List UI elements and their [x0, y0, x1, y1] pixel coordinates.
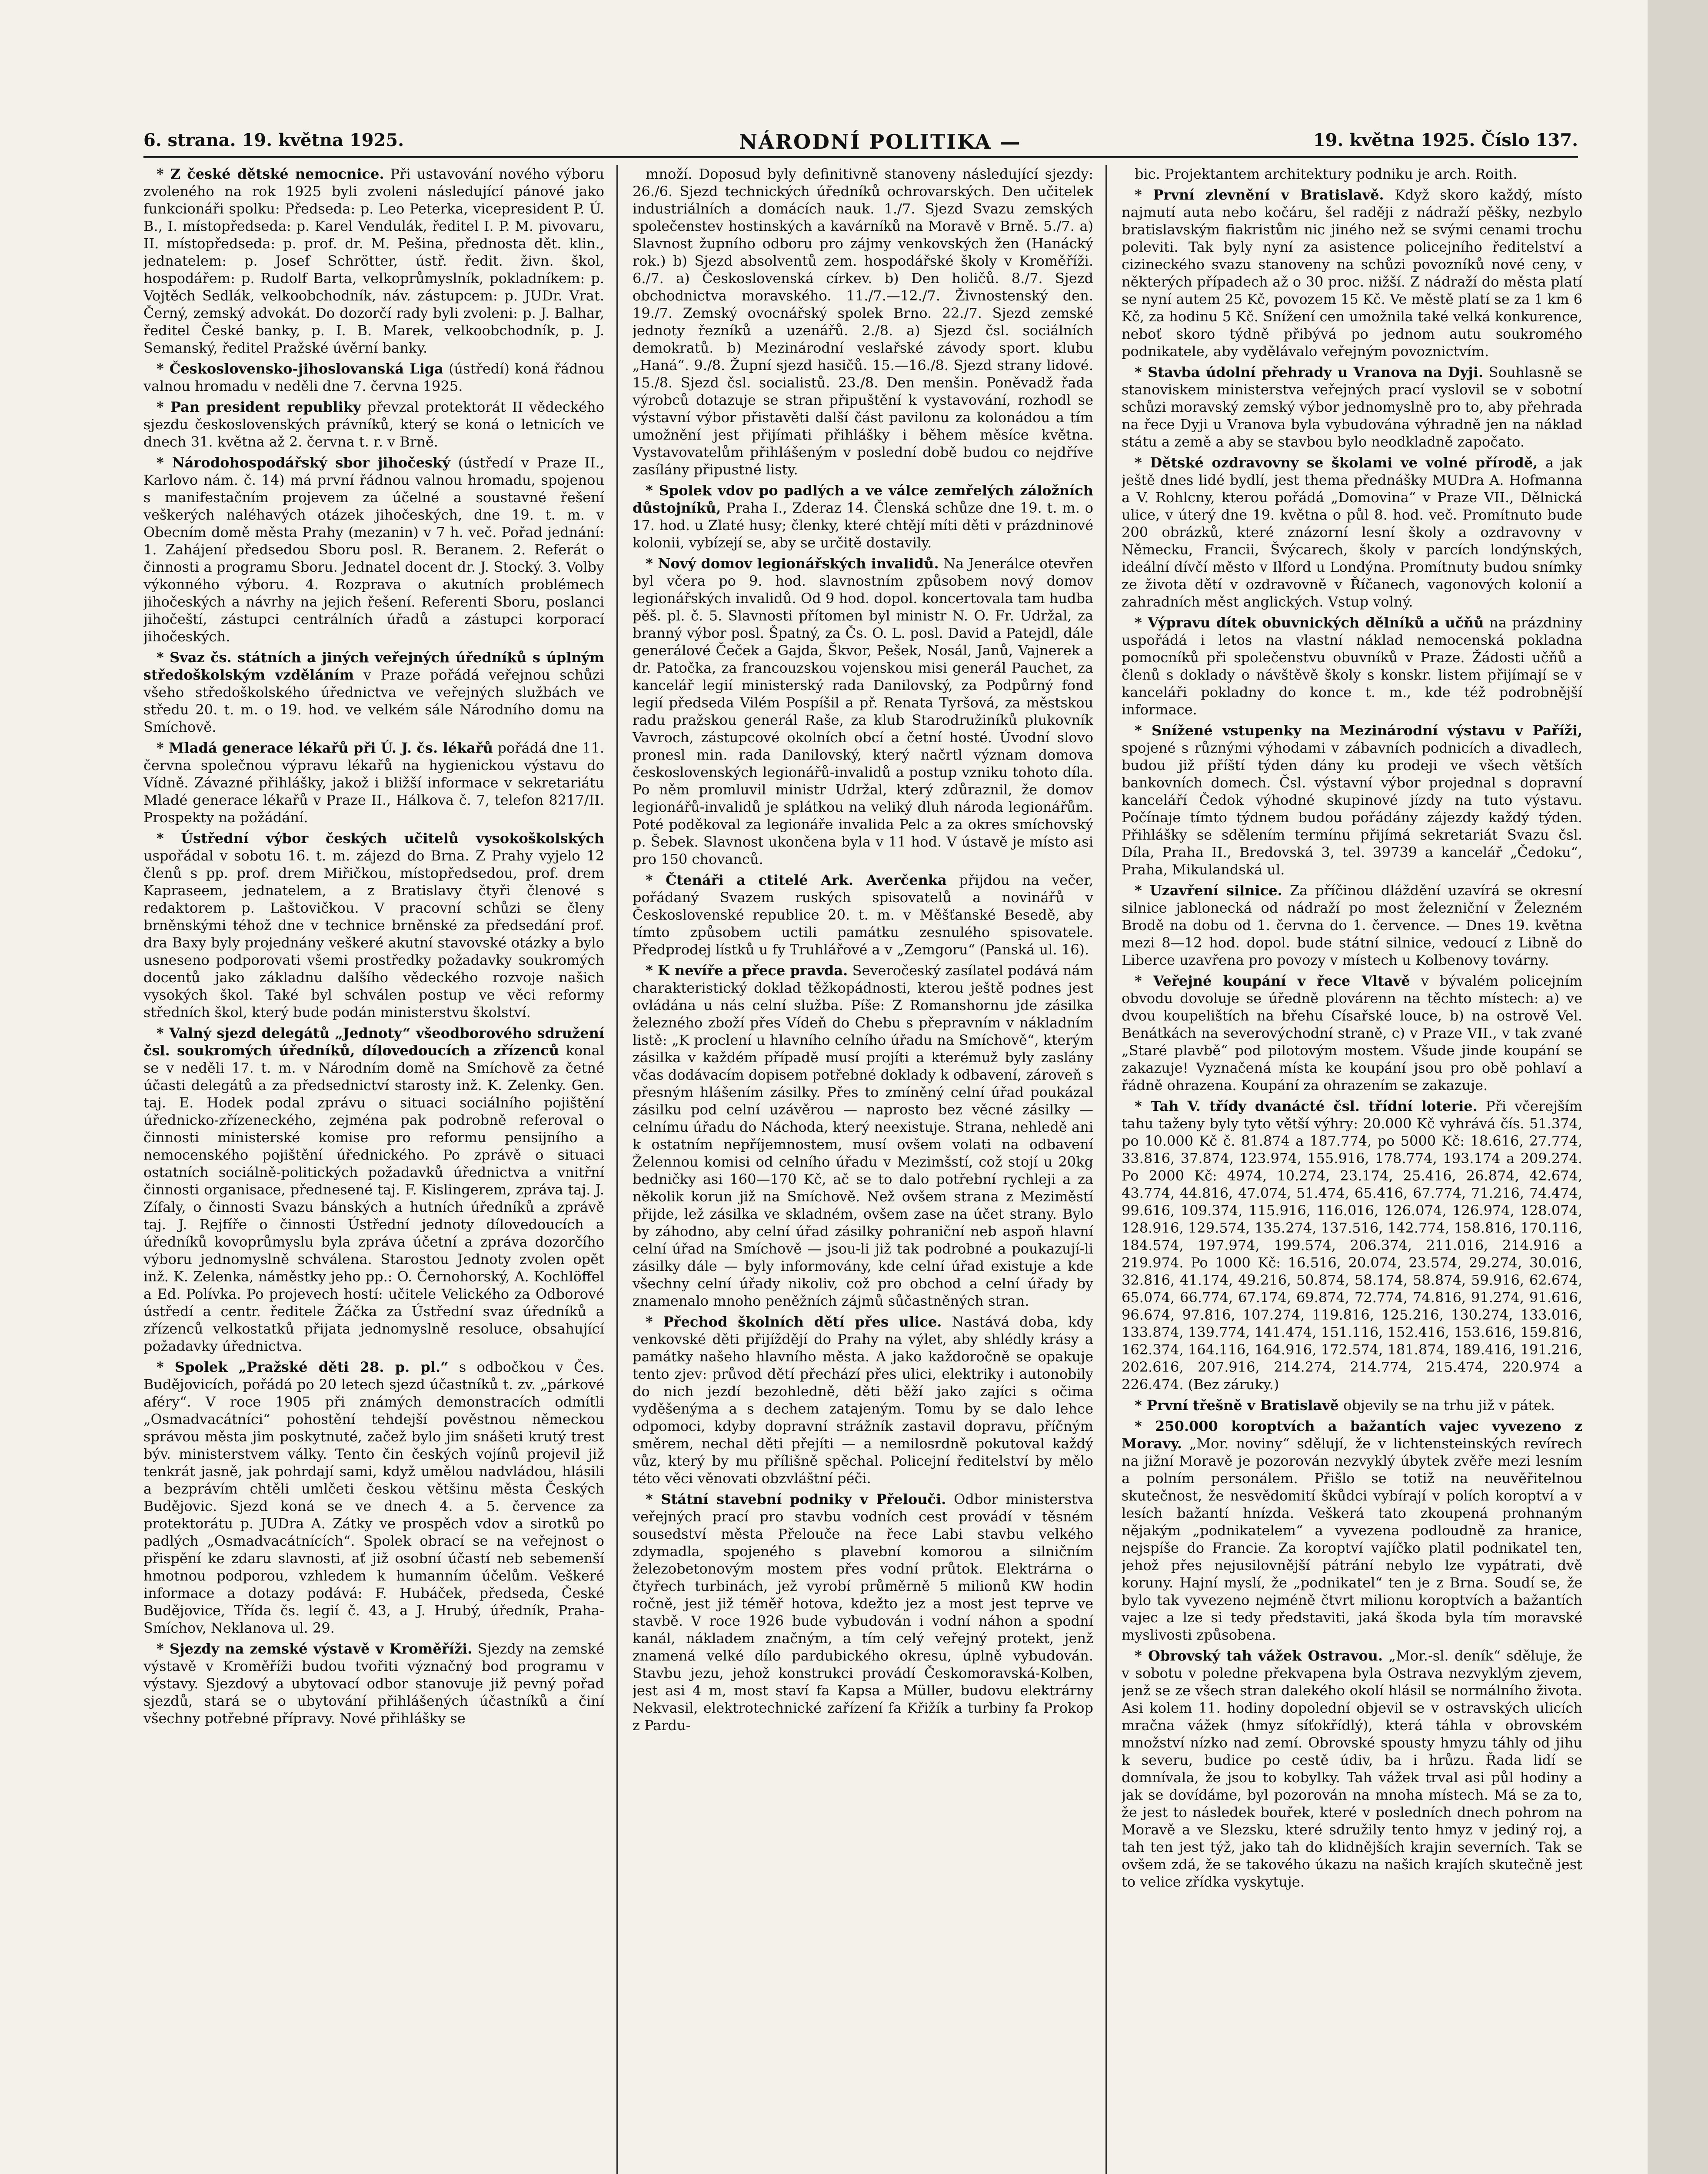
article: [633, 962, 1093, 1310]
article-headline: * Národohospodářský sbor jihočeský: [156, 454, 450, 471]
column-1: [143, 165, 604, 2174]
article: [143, 165, 604, 357]
article-headline: * Sjezdy na zemské výstavě v Kroměříži.: [156, 1641, 473, 1657]
article-text: a jak ještě dnes lidé bydlí, jest thema přednášky MUDra A. Hofmanna a V. Rohlcny, kterou pořádá „Domovina“ v Praze VII., Dělnická ulice, v úterý dne 19. května o půl 8. hod. več. Promítnuto bude 200 obrázků, které znázorní lesní školy a ozdravovny v Německu, Francii, Švýcarech, školy v parcích londýnských, ideální dívčí město v Ilford u Londýna. Promítnuty budou snímky ze života dětí v ozdravovně v Říčanech, vagonových kolonií a zahradních měst anglických. Vstup volný.: [1122, 454, 1582, 610]
article-text: pořádá dne 11. června společnou výpravu lékařů na hygienickou výstavu do Vídně. Závazné přihlášky, jakož i bližší informace v sekretariátu Mladé generace lékařů v Praze II., Hálkova č. 7, telefon 8217/II. Prospekty na požádání.: [143, 740, 604, 826]
article-headline: * Pan president republiky: [156, 399, 361, 415]
article-text: (ústředí) koná řádnou valnou hromadu v neděli dne 7. června 1925.: [143, 360, 604, 394]
article: [143, 830, 604, 1021]
column-3: [1122, 165, 1582, 2174]
article-headline: * Ústřední výbor českých učitelů vysokoškolských: [156, 830, 604, 847]
article-headline: * Obrovský tah vážek Ostravou.: [1135, 1647, 1383, 1664]
article: [143, 360, 604, 395]
article-headline: * Mladá generace lékařů při Ú. J. čs. lékařů: [156, 740, 493, 756]
article-headline: * První zlevnění v Bratislavě.: [1135, 187, 1384, 203]
article-headline: * Dětské ozdravovny se školami ve volné přírodě,: [1135, 454, 1538, 471]
article: [1122, 1647, 1582, 1891]
article-text: převzal protektorát II vědeckého sjezdu československých právníků, který se koná o letnicích ve dnech 31. května až 2. června t. r. v Brně.: [143, 399, 604, 450]
article-text: (ústředí v Praze II., Karlovo nám. č. 14) má první řádnou valnou hromadu, spojenou s manifestačním projevem za účelné a soustavné řešení veškerých naléhavých otázek jihočeských, dne 19. t. m. v Obecním domě města Prahy (mezanin) v 7 h. več. Pořad jednání: 1. Zahájení předsedou Sboru posl. R. Beranem. 2. Referát o činnosti a programu Sboru. Jednatel docent dr. J. Stocký. 3. Volby výkonného výboru. 4. Rozprava o akutních problémech jihočeských a návrhy na jejich řešení. Referenti Sboru, poslanci jihočeští, zástupci centrálních úřadů a zástupci korporací jihočeských.: [143, 454, 604, 645]
article-text: přijdou na večer, pořádaný Svazem ruských spisovatelů a novinářů v Československé republice 20. t. m. v Měšťanské Besedě, aby tímto způsobem uctili památku zesnulého spisovatele. Předprodej lístků u fy Truhlářové a v „Zemgoru“ (Panská ul. 16).: [633, 872, 1093, 958]
article-text: Na Jenerálce otevřen byl včera po 9. hod. slavnostním způsobem nový domov legionářských invalidů. Od 9 hod. dopol. koncertovala tam hudba pěš. pl. č. 5. Slavnosti přítomen byl ministr N. O. Fr. Udržal, za branný výbor posl. Špatný, za Čs. O. L. posl. David a Patejdl, dále generálové Čeček a Gajda, Škvor, Pešek, Nosál, Janů, Vajnerek a dr. Patočka, za francouzskou vojenskou misi generál Pauchet, za kancelář legií ministerský rada Danilovský, za Podpůrný fond legií předseda Vilém Pospíšil a př. Renata Tyršová, za městskou radu pražskou generál Raše, za klub Starodružiníků plukovník Vavroch, zástupcové okolních obcí a četní hosté. Úvodní slovo pronesl min. rada Danilovský, který načrtl význam domova československých legionářů-invalidů a postup vzniku tohoto díla. Po něm promluvil ministr Udržal, který zdůraznil, že domov legionářů-invalidů je splátkou na veliký dluh národa legionářům. Poté poděkoval za legionáře invalida Pelc a za okres smíchovský p. Šebek. Slavnost ukončena byla v 11 hod. V ústavě je místo asi pro 150 chovanců.: [633, 555, 1093, 867]
article: [143, 1024, 604, 1355]
column-divider: [1105, 165, 1107, 2174]
article-text: „Mor. noviny“ sdělují, že v lichtensteinských revírech na jižní Moravě je pozorován nezvyklý úbytek zvěře mezi lesním a polním personálem. Přišlo se totiž na neuvěřitelnou skutečnost, že nesvědomití škůdci vybírají v polích koroptví a v lesích bažantí hnízda. Veškerá tato zkoupená prohnaným nějakým „podnikatelem“ a vyvezena podloudně za hranice, nejspíše do Francie. Za koroptví vajíčko platil podnikatel ten, jehož přes nejusilovnější pátrání nebylo lze vypátrati, dvě koruny. Hajní myslí, že „podnikatel“ ten je z Brna. Soudí se, že bylo tak vyvezeno nejméně čtvrt milionu koroptvích a bažantích vajec a lze si tedy představiti, jaká škoda byla tím moravské myslivosti způsobena.: [1122, 1435, 1582, 1643]
article-headline: * 250.000 koroptvích a bažantích vajec vyvezeno z Moravy.: [1122, 1418, 1582, 1452]
article-headline: * Svaz čs. státních a jiných veřejných úředníků s úplným středoškolským vzděláním: [143, 649, 604, 683]
article-text: Sjezdy na zemské výstavě v Kroměříži budou tvořiti význačný bod programu v výstavy. Sjezdový a ubytovací odbor stanovuje již pevný pořad sjezdů, stará se o ubytování přihlášených účastníků a činí všechny potřebné přípravy. Nové přihlášky se: [143, 1641, 604, 1727]
article-text: Při ustavování nového výboru zvoleného na rok 1925 byli zvoleni následující pánové jako funkcionáři spolku: Předseda: p. Leo Peterka, vicepresident P. Ú. B., I. místopředseda: p. Karel Vendulák, ředitel I. P. M. pivovaru, II. místopředseda: p. prof. dr. M. Pešina, přednosta dět. klin., jednatelem: p. Josef Schrötter, ústř. ředit. živn. škol, hospodářem: p. Rudolf Barta, velkoprůmyslník, pokladníkem: p. Vojtěch Sedlák, velkoobchodník, náv. zástupcem: p. JUDr. Vrat. Černý, zemský advokát. Do dozorčí rady byli zvoleni: p. J. Balhar, ředitel České banky, p. I. B. Marek, velkoobchodník, p. J. Semanský, ředitel Pražské úvěrní banky.: [143, 166, 604, 356]
article-text: Když skoro každý, místo najmutí auta nebo kočáru, šel raději z nádraží pěšky, nezbylo bratislavským fiakristům nic jiného než se svými cenami trochu poleviti. Tak byly nyní za asistence policejního ředitelství a cizineckého svazu stanoveny na schůzi povozníků nové ceny, v některých případech až o 30 proc. nižší. Z nádraží do města platí se nyní autem 25 Kč, povozem 15 Kč. Ve městě platí se za 1 km 6 Kč, za hodinu 5 Kč. Snížení cen umožnila také velká konkurence, neboť skoro týdně přibývá po jednom autu soukromého podnikatele, aby vydělávalo veřejným povoznictvím.: [1122, 187, 1582, 360]
article: [143, 649, 604, 736]
article-text: množí. Doposud byly definitivně stanoveny následující sjezdy: 26./6. Sjezd technických úředníků ochrovarských. Den učitelek industriálních a domácích nauk. 1./7. Sjezd Svazu zemských společenstev hostinských a kavárníků na Moravě v Brně. 5./7. a) Slavnost župního odboru pro zájmy venkovských žen (Hanácký rok.) b) Sjezd absolventů zem. hospodářské školy v Kroměříži. 6./7. a) Československá církev. b) Den holičů. 8./7. Sjezd obchodnictva moravského. 11./7.—12./7. Živnostenský den. 19./7. Zemský ovocnářský spolek Brno. 22./7. Sjezd zemské jednoty řezníků a uzenářů. 2./8. a) Sjezd čsl. sociálních demokratů. b) Mezinárodní veslařské závody sport. klubu „Haná“. 9./8. Župní sjezd hasičů. 15.—16./8. Sjezd strany lidové. 15./8. Sjezd čsl. socialistů. 23./8. Den menšin. Poněvadž řada výrobců dotazuje se stran připuštění k vystavování, rozhodl se výstavní výbor přistavěti další část pavilonu za kolonádou a tím umožnění jest přijímati přihlášky i během měsíce května. Vystavovatelům přihlášeným v poslední době budou co nejdříve zasílány připustné listy.: [633, 166, 1093, 478]
article-text: spojené s různými výhodami v zábavních podnicích a divadlech, budou již příští týden dány ku prodeji ve všech větších bankovních domech. Čsl. výstavní výbor projednal s dopravní kanceláří Čedok výhodné skupinové jízdy na tuto výstavu. Počínaje tímto týdnem budou pořádány zájezdy každý týden. Přihlášky se sdělením termínu přijímá sekretariát Svazu čsl. Díla, Praha II., Bredovská 3, tel. 39739 a kancelář „Čedoku“, Praha, Mikulandská ul.: [1122, 740, 1582, 878]
article-headline: * Veřejné koupání v řece Vltavě: [1135, 973, 1410, 989]
article: [143, 739, 604, 826]
article: [143, 1358, 604, 1637]
column-2: [633, 165, 1093, 2174]
article-text: v bývalém policejním obvodu dovoluje se úředně plovárenn na těchto místech: a) ve dvou koupelištích na břehu Císařské louce, b) na ostrově Vel. Benátkách na severovýchodní straně, c) v Praze VII., v tak zvané „Staré plavbě“ pod pilotovým mostem. Všude jinde koupání se zakazuje! Vyznačená místa ke koupání jsou pro obě pohlaví a řádně ohrazena. Koupání za ohrazením se zakazuje.: [1122, 973, 1582, 1094]
article-text: Nastává doba, kdy venkovské děti přijíždějí do Prahy na výlet, aby shlédly krásy a památky našeho hlavního města. A jako každoročně se opakuje tento zjev: průvod dětí přechází přes ulici, elektriky i autonobily do nich jezdí bezohledně, děti běží jako zajíci s očima vyděšenýma a s dechem zatajeným. Tomu by se dalo lehce odpomoci, kdyby dopravní strážník zastavil dopravu, příčným směrem, nechal děti přejíti — a nemilosrdně pokutoval každý vůz, který by mu přílišně spěchal. Policejní ředitelství by mělo této věci věnovati obzvláštní péči.: [633, 1314, 1093, 1487]
column-divider: [616, 165, 618, 2174]
date-and-issue: 19. května 1925. Číslo 137.: [1313, 130, 1578, 150]
article: [1122, 722, 1582, 878]
article-text: Souhlasně se stanoviskem ministerstva veřejných prací vyslovil se v sobotní schůzi moravský zemský výbor jednomyslně pro to, aby přehrada na řece Dyji u Vranova byla vybudována výhradně jen na náklad státu a země a aby se stavbou bylo neodkladně započato.: [1122, 364, 1582, 450]
article-text: bic. Projektantem architektury podniku je arch. Roith.: [1135, 166, 1518, 182]
article-text: Za příčinou dláždění uzavírá se okresní silnice jablonecká od nádraží po most železniční v Železném Brodě na dobu od 1. června do 1. července. — Dnes 19. května mezi 8—12 hod. dopol. bude státní silnice, vedoucí z Libně do Liberce uzavřena pro povozy v místech u Kolbenovy továrny.: [1122, 882, 1582, 968]
article-headline: * Stavba údolní přehrady u Vranova na Dyji.: [1135, 364, 1484, 380]
article-headline: * K nevíře a přece pravda.: [646, 962, 848, 979]
article-text: v Praze pořádá veřejnou schůzi všeho středoškolského úřednictva ve veřejných službách ve středu 20. t. m. o 19. hod. ve velkém sále Národního domu na Smíchově.: [143, 667, 604, 735]
article-text: Severočeský zasílatel podává nám charakteristický doklad těžkopádnosti, kterou ještě podnes jest ovládána u nás celní služba. Píše: Z Romanshornu jde zásilka železného zboží přes Vídeň do Chebu s přepravním v nákladním listě: „K proclení u hlavního celního úřadu na Smíchově“, kterým zásilka v každém případě musí projíti a kterémuž byly zaslány včas dodávacím dopisem potřebné doklady k odbavení, zároveň s přesným hlášením zásilky. Přes to zmíněný celní úřad poukázal zásilku pod celní uzávěrou — naprosto bez věcné zásilky — celnímu úřadu do Náchoda, který neexistuje. Strana, nehledě ani k ostatním nepříjemnostem, musí ovšem volati na odbavení Želennou komisi od celního úřadu v Mezimšstí, což stojí u 20kg bedničky asi 160—170 Kč, ač se to dalo potřební rychleji a za několik korun již na Smíchově. Než ovšem strana z Meziměstí přijde, lež zásilka ve skladném, ovšem zase na účet strany. Bylo by záhodno, aby celní úřad zásilky pohraniční neb aspoň hlavní celní úřad na Smíchově — jsou-li již tak podrobné a poukazují-li zásilky dále — byly informovány, kde celní úřad existuje a kde všechny celní úřady nikoliv, což pro obchod a celní úřady by znamenalo mnoho peněžních zájmů sůčastněných stran.: [633, 962, 1093, 1309]
article-headline: * Tah V. třídy dvanácté čsl. třídní loterie.: [1135, 1098, 1478, 1114]
article: [633, 1313, 1093, 1487]
article-text: „Mor.-sl. deník“ sděluje, že v sobotu v poledne překvapena byla Ostrava nezvyklým zjevem, jenž se ze všech stran dalekého okolí hlásil se normálního života. Asi kolem 11. hodiny dopolední objevil se v ostravských ulicích mračna vážek (hmyz síťokřídlý), která táhla v obrovském množství nízko nad zemí. Obrovské spousty hmyzu táhly od jihu k severu, budice po cestě údiv, ba i hrůzu. Řada lidí se domnívala, že jsou to kobylky. Tah vážek trval asi půl hodiny a jak se dovídáme, byl pozorován na mnoha místech. Má se za to, že jest to následek bouřek, které v posledních dnech pohrom na Moravě a ve Slezsku, které sdružily tento hmyz v jediný roj, a tah ten jest týž, jako tah do klidnějších krajin severních. Tak se ovšem zdá, že se takového úkazu na našich krajích skutečně jest to velice zřídka vyskytuje.: [1122, 1647, 1582, 1890]
article-headline: * Přechod školních dětí přes ulice.: [646, 1314, 942, 1330]
article-headline: * Nový domov legionářských invalidů.: [646, 555, 939, 572]
article: [1122, 614, 1582, 718]
article-headline: * První třešně v Bratislavě: [1135, 1397, 1339, 1414]
article: [143, 398, 604, 450]
article-text: na prázdniny uspořádá i letos na vlastní náklad nemocenská pokladna pomocníků při společenstvu obuvníků v Praze. Žádosti učňů a členů s doklady o návštěvě školy s konskr. listem přijímají se v kanceláři pokladny do konce t. m., kde též podrobnější informace.: [1122, 614, 1582, 718]
article: [633, 555, 1093, 868]
article-text: konal se v neděli 17. t. m. v Národním domě na Smíchově za četné účasti delegátů a za předsednictví starosty inž. K. Zelenky. Gen. taj. E. Hodek podal zprávu o situaci sociálního pojištění úřednicko-zřízeneckého, zejména pak podrobně referoval o činnosti ministerské komise pro reformu pensijního a nemocenského pojištění úřednického. Po zprávě o situaci ostatních sociálně-politických požadavků úřednictva a vnitřní činnosti organisace, přednesené taj. F. Kislingerem, zpráva taj. J. Zífaly, o činnosti Svazu bánských a hutních úředníků a zprávě taj. J. Rejfíře o činnosti Ústřední jednoty dílovedoucích a úředníků kovoprůmyslu byla zpráva účetní a zpráva dozorčího výboru jednomyslně schválena. Starostou Jednoty zvolen opět inž. K. Zelenka, náměstky jeho pp.: O. Černohorský, A. Kochlöffel a Ed. Polívka. Po projevech hostí: učitele Velického za Odborové ústředí a centr. ředitele Žáčka za Ústřední svaz úředníků a zřízenců velkostatků přijata jednomyslně resoluce, obsahující požadavky úřednictva.: [143, 1042, 604, 1354]
article-headline: * Výpravu dítek obuvnických dělníků a učňů: [1135, 614, 1484, 631]
article-text: objevily se na trhu již v pátek.: [1343, 1397, 1555, 1414]
article: [1122, 1417, 1582, 1644]
article-headline: * Valný sjezd delegátů „Jednoty“ všeodborového sdružení čsl. soukromých úředníků, dílovedoucích a zřízenců: [143, 1025, 604, 1059]
article-headline: * Československo-jihoslovanská Liga: [156, 360, 444, 377]
scan-margin: [1648, 0, 1708, 2174]
article: [1122, 186, 1582, 360]
article: [143, 1640, 604, 1727]
article: [633, 482, 1093, 551]
article-text: s odbočkou v Čes. Budějovicích, pořádá po 20 letech sjezd účastníků t. zv. „párkové aféry“. V roce 1905 při známých demonstracích odmítli „Osmadvacátníci“ pohostění tehdejší pověstnou německou správou města jim poskytnuté, začež bylo jim snášeti krutý trest býv. ministerstvem války. Tento čin českých vojínů projevil již tenkrát jasně, jak pohrdají sami, když umělou nadvládou, hlásili a bezprávím chtěli umlčeti českou většinu města Českých Budějovic. Sjezd koná se ve dnech 4. a 5. července za protektorátu p. JUDra A. Zátky ve prospěch vdov a sirotků po padlých „Osmadvacátnících“. Spolek obrací se na veřejnost o přispění ke zdaru slavnosti, ať již osobní účastí neb sebemenší hmotnou podporou, vzhledem k humanním účelům. Veškeré informace a dotazy podává: F. Hubáček, předseda, České Budějovice, Třída čs. legií č. 43, a J. Hrubý, úředník, Praha-Smíchov, Neklanova ul. 29.: [143, 1359, 604, 1636]
article: [1122, 972, 1582, 1094]
article: [1122, 363, 1582, 450]
article-text: Při včerejším tahu taženy byly tyto větší výhry: 20.000 Kč vyhrává čís. 51.374, po 10.000 Kč č. 81.874 a 187.774, po 5000 Kč: 18.616, 27.774, 33.816, 37.874, 123.974, 155.916, 178.774, 193.174 a 209.274. Po 2000 Kč: 4974, 10.274, 23.174, 25.416, 26.874, 42.674, 43.774, 44.816, 47.074, 51.474, 65.416, 67.774, 71.216, 74.474, 99.616, 109.374, 115.916, 116.016, 126.074, 126.974, 128.074, 128.916, 129.574, 135.274, 137.516, 142.774, 158.816, 170.116, 184.574, 197.974, 199.574, 206.374, 211.016, 214.916 a 219.974. Po 1000 Kč: 16.516, 20.074, 23.574, 29.274, 30.016, 32.816, 41.174, 49.216, 50.874, 58.174, 58.874, 59.916, 62.674, 65.074, 66.774, 67.174, 69.874, 72.774, 74.816, 91.274, 91.616, 96.674, 97.816, 107.274, 119.816, 125.216, 130.274, 133.016, 133.874, 139.774, 141.474, 151.116, 152.416, 153.616, 159.816, 162.374, 164.116, 164.916, 172.574, 181.874, 189.416, 191.216, 202.616, 207.916, 214.274, 214.774, 215.474, 220.974 a 226.474. (Bez záruky.): [1122, 1098, 1582, 1393]
newspaper-title: NÁRODNÍ POLITIKA —: [739, 130, 1022, 153]
page-header: [143, 128, 1578, 158]
article-headline: * Spolek vdov po padlých a ve válce zemřelých záložních důstojníků,: [633, 482, 1093, 516]
article-headline: * Spolek „Pražské děti 28. p. pl.“: [156, 1359, 449, 1375]
article: [633, 871, 1093, 958]
article-text: Odbor ministerstva veřejných prací pro stavbu vodních cest provádí v těsném sousedství města Přelouče na řece Labi stavbu velkého zdymadla, spojeného s plavební komorou a silničním železobetonovým mostem přes vodní průtok. Elektrárna o čtyřech turbinách, jež vyrobí průměrně 5 milionů KW hodin ročně, jest již téměř hotova, kdežto jez a most jest teprve ve stavbě. V roce 1926 bude vybudován i vodní náhon a spodní kanál, nákladem značným, a tím celý veřejný protekt, jenž znamená velké dílo pardubického okresu, úplně vybudován. Stavbu jezu, jehož konstrukci provádí Českomoravská-Kolben, jest asi 4 m, most staví fa Kapsa a Müller, budovu elektrárny Nekvasil, elektrotechnické zařízení fa Křižík a turbiny fa Prokop z Pardu-: [633, 1491, 1093, 1734]
article-headline: * Státní stavební podniky v Přelouči.: [646, 1491, 946, 1507]
article-headline: * Čtenáři a ctitelé Ark. Averčenka: [646, 872, 947, 888]
article: [1122, 454, 1582, 610]
article: [1122, 1097, 1582, 1393]
article: [1122, 1397, 1582, 1414]
article-text: uspořádal v sobotu 16. t. m. zájezd do Brna. Z Prahy vyjelo 12 členů s pp. prof. drem Miřičkou, místopředsedou, prof. drem Kapraseem, jednatelem, a z Bratislavy čtyři členové s redaktorem p. Laštovičkou. V pracovní schůzi se členy brněnskými téhož dne v technice brněnské za předsedání prof. dra Baxy byly projednány veškeré akutní stavovské otázky a bylo usneseno podporovati všemi prostředky požadavky soukromých docentů jako základnu dalšího vědeckého rozvoje našich vysokých škol. Také byl schválen postup ve věci reformy středních škol, který bude podán ministerstvu školství.: [143, 847, 604, 1020]
page-number-and-date: 6. strana. 19. května 1925.: [143, 130, 404, 150]
article-headline: * Z české dětské nemocnice.: [156, 166, 384, 182]
article-headline: * Uzavření silnice.: [1135, 882, 1282, 899]
article: [143, 454, 604, 645]
article: [1122, 882, 1582, 969]
article-headline: * Snížené vstupenky na Mezinárodní výstavu v Paříži,: [1135, 722, 1582, 739]
article-text: Praha I., Zderaz 14. Členská schůze dne 19. t. m. o 17. hod. u Zlaté husy; členky, které chtějí míti děti v prázdninové kolonii, vybízejí se, aby se určitě dostavily.: [633, 500, 1093, 551]
article: [1122, 165, 1582, 183]
article: [633, 1490, 1093, 1734]
article: [633, 165, 1093, 478]
